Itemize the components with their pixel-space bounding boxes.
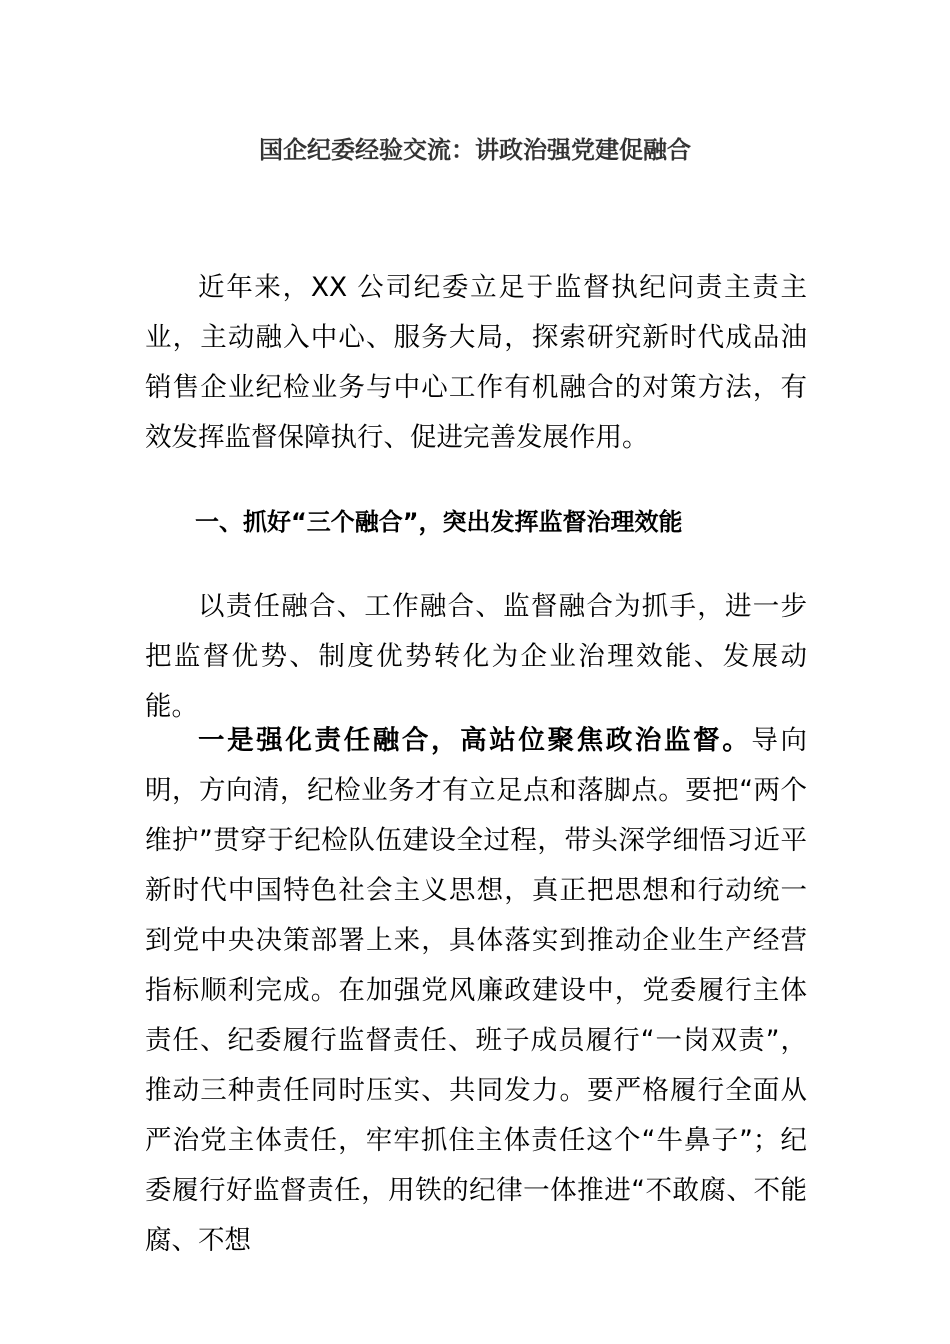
section-intro-paragraph: 以责任融合、工作融合、监督融合为抓手，进一步把监督优势、制度优势转化为企业治理效能、发展动能。: [145, 591, 807, 722]
section-heading: 一、抓好“三个融合”，突出发挥监督治理效能: [195, 508, 683, 536]
intro-paragraph: 近年来，XX 公司纪委立足于监督执纪问责主责主业，主动融入中心、服务大局，探索研究新时代成品油销售企业纪检业务与中心工作有机融合的对策方法，有效发挥监督保障执行、促进完善发展作用。: [145, 272, 807, 453]
point-lead: 一是强化责任融合，高站位聚焦政治监督。: [198, 725, 752, 756]
point-paragraph: [145, 716, 807, 1266]
document-title: 国企纪委经验交流：讲政治强党建促融合: [259, 136, 691, 164]
point-body: 导向明，方向清，纪检业务才有立足点和落脚点。要把“两个维护”贯穿于纪检队伍建设全过程，带头深学细悟习近平新时代中国特色社会主义思想，真正把思想和行动统一到党中央决策部署上来，具体落实到推动企业生产经营指标顺利完成。在加强党风廉政建设中，党委履行主体责任、纪委履行监督责任、班子成员履行“一岗双责”，推动三种责任同时压实、共同发力。要严格履行全面从严治党主体责任，牢牢抓住主体责任这个“牛鼻子”；纪委履行好监督责任，用铁的纪律一体推进“不敢腐、不能腐、不想: [145, 725, 807, 1256]
